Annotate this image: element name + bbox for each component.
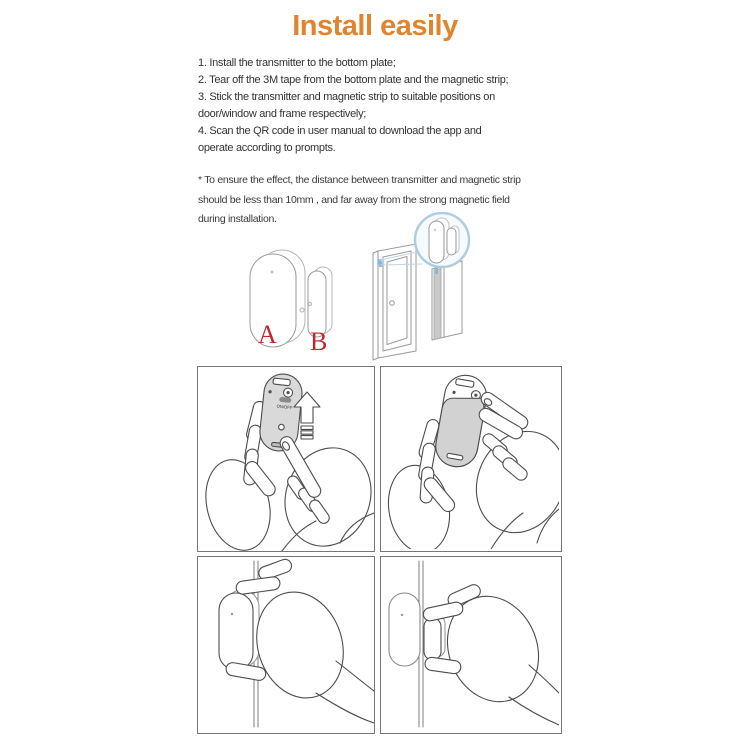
step4-panel [380, 556, 562, 734]
product-diagram [222, 212, 502, 362]
product-diagram-svg [222, 212, 502, 362]
step2-illustration [381, 367, 559, 549]
note-line: during installation. [198, 213, 277, 225]
note-line: should be less than 10mm , and far away from the strong magnetic field [198, 193, 510, 206]
step3-illustration [198, 557, 374, 731]
frame-illustration [432, 261, 462, 340]
magnet-strip-placing [424, 615, 445, 660]
install-step-line: 2. Tear off the 3M tape from the bottom plate and the magnetic strip; [198, 74, 509, 86]
label-a: A [258, 320, 277, 349]
step4-illustration [381, 557, 559, 731]
magnifier-circle [415, 213, 469, 267]
strip-position-mark [435, 268, 438, 274]
install-step-line: door/window and frame respectively; [198, 108, 367, 120]
step1-panel [197, 366, 375, 552]
step3-panel [197, 556, 375, 734]
onoff-label: ON/OFF [276, 403, 293, 411]
label-b: B [310, 327, 328, 356]
door-illustration [373, 244, 416, 360]
doorknob [390, 301, 395, 306]
note-line: * To ensure the effect, the distance between transmitter and magnetic strip [198, 174, 521, 186]
right-hand [271, 434, 374, 551]
transmitter-mounted [389, 593, 420, 666]
page-title: Install easily [292, 10, 458, 42]
transmitter-mounted [219, 590, 259, 670]
install-step-line: operate according to prompts. [198, 142, 336, 154]
install-steps-text [198, 55, 558, 157]
step1-illustration [198, 367, 374, 551]
step2-panel [380, 366, 562, 552]
install-step-line: 4. Scan the QR code in user manual to download the app and [198, 125, 482, 137]
install-step-line: 1. Install the transmitter to the bottom plate; [198, 57, 396, 69]
install-step-line: 3. Stick the transmitter and magnetic strip to suitable positions on [198, 91, 495, 103]
